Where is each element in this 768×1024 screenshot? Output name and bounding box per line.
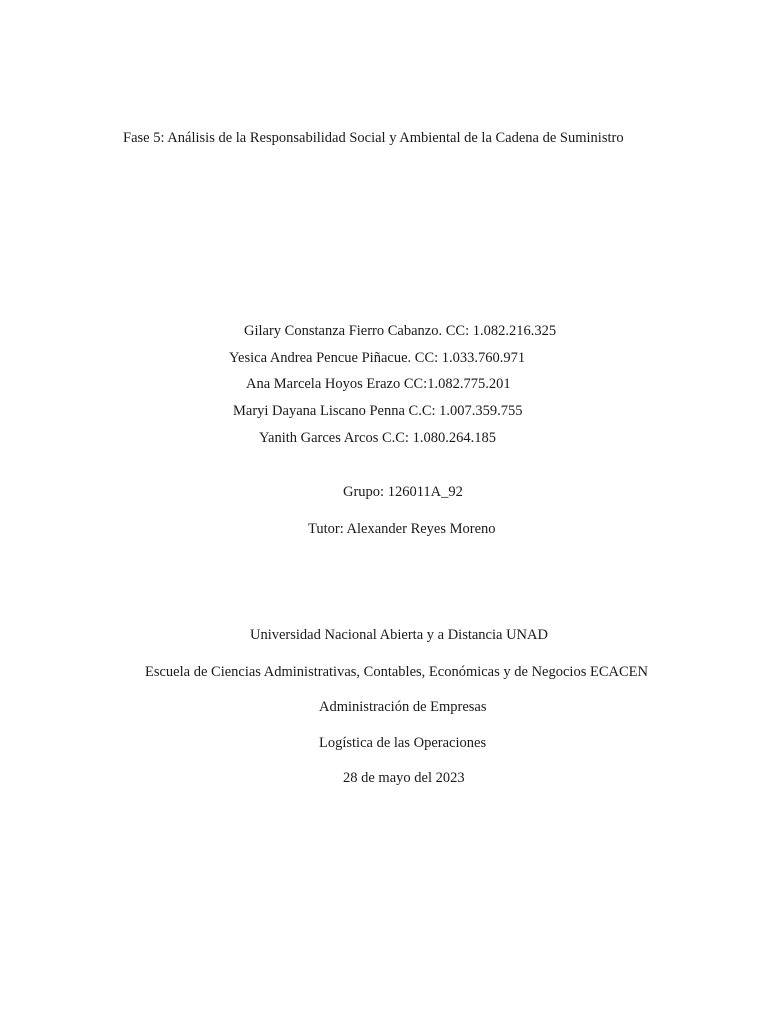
tutor-label: Tutor: Alexander Reyes Moreno: [308, 521, 496, 537]
group-label: Grupo: 126011A_92: [343, 484, 463, 500]
author-line: Gilary Constanza Fierro Cabanzo. CC: 1.082.216.325: [244, 323, 557, 339]
program-name: Administración de Empresas: [319, 699, 487, 715]
author-line: Yesica Andrea Pencue Piñacue. CC: 1.033.760.971: [229, 350, 526, 366]
document-title: Fase 5: Análisis de la Responsabilidad Social y Ambiental de la Cadena de Suministro: [123, 130, 624, 146]
author-line: Yanith Garces Arcos C.C: 1.080.264.185: [259, 430, 496, 446]
school-name: Escuela de Ciencias Administrativas, Contables, Económicas y de Negocios ECACEN: [145, 664, 648, 680]
document-date: 28 de mayo del 2023: [343, 770, 465, 786]
author-line: Ana Marcela Hoyos Erazo CC:1.082.775.201: [246, 376, 511, 392]
author-line: Maryi Dayana Liscano Penna C.C: 1.007.359.755: [233, 403, 523, 419]
university-name: Universidad Nacional Abierta y a Distancia UNAD: [250, 627, 548, 643]
course-name: Logística de las Operaciones: [319, 735, 487, 751]
